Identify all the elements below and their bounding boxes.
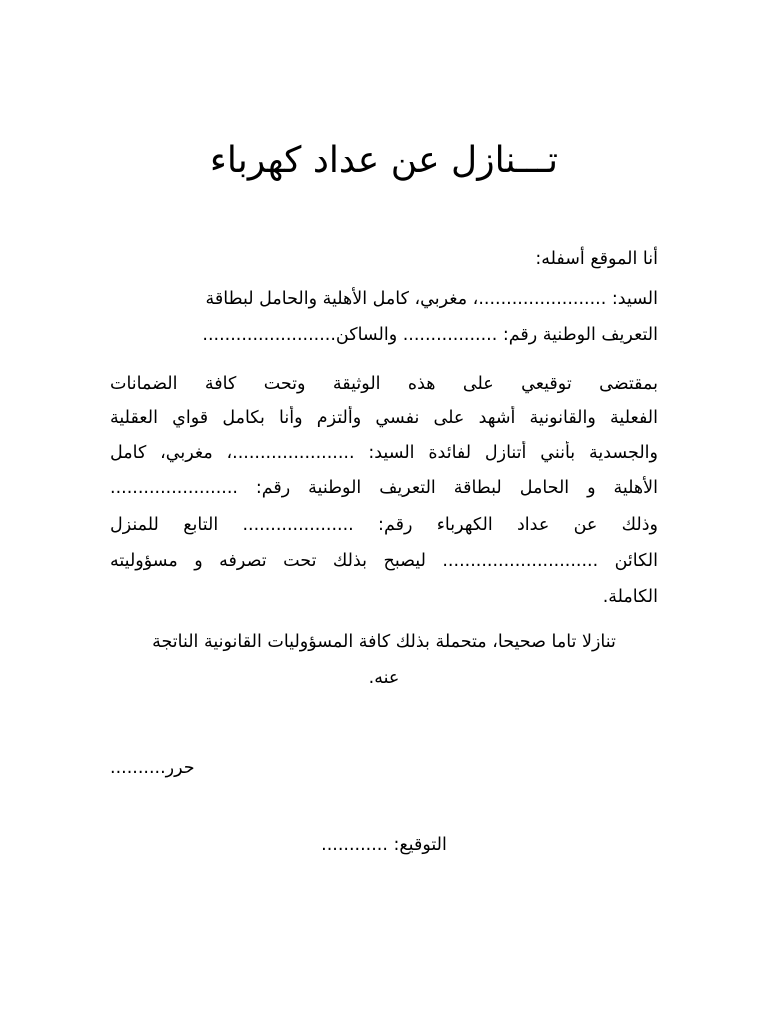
written-at: حرر.......... xyxy=(110,758,195,778)
closing-line-1: تنازلا تاما صحيحا، متحملة بذلك كافة المسؤوليات القانونية الناتجة xyxy=(152,632,616,652)
body-line-4: الأهلية و الحامل لبطاقة التعريف الوطنية رقم: ....................... xyxy=(110,478,658,498)
signature-line: التوقيع: ............ xyxy=(321,835,447,855)
body-line-7: الكاملة. xyxy=(602,587,658,607)
document-title: تـــنازل عن عداد كهرباء xyxy=(209,140,559,181)
body-line-2: الفعلية والقانونية أشهد على نفسي وألتزم وأنا بكامل قواي العقلية xyxy=(110,408,658,428)
identity-line-1: السيد: .......................، مغربي، كامل الأهلية والحامل لبطاقة xyxy=(205,289,658,309)
body-line-6: الكائن ............................ ليصبح بذلك تحت تصرفه و مسؤوليته xyxy=(110,551,658,571)
body-line-5: وذلك عن عداد الكهرباء رقم: .................... التابع للمنزل xyxy=(110,515,658,535)
closing-line-2: عنه. xyxy=(368,668,400,688)
identity-line-2: التعريف الوطنية رقم: ................. والساكن........................ xyxy=(202,325,658,345)
opening-line: أنا الموقع أسفله: xyxy=(535,249,658,269)
body-line-3: والجسدية بأنني أتنازل لفائدة السيد: ......................، مغربي، كامل xyxy=(110,443,658,463)
body-line-1: بمقتضى توقيعي على هذه الوثيقة وتحت كافة الضمانات xyxy=(110,374,658,394)
